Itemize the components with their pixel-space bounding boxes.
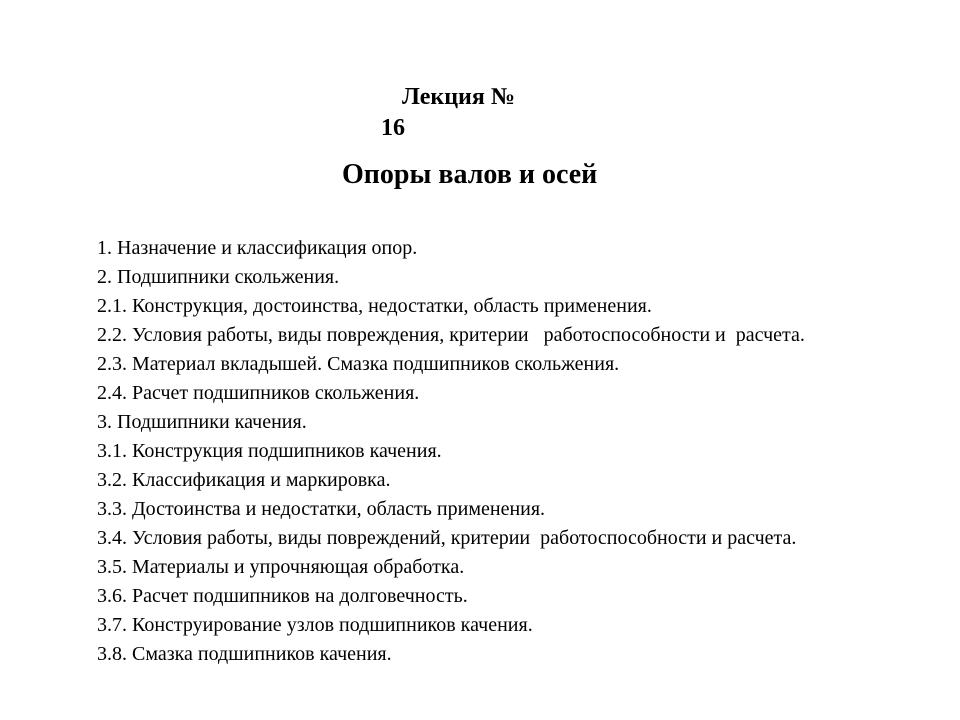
toc-item-2-4: 2.4. Расчет подшипников скольжения. xyxy=(97,382,420,404)
toc-item-3: 3. Подшипники качения. xyxy=(97,411,307,433)
lecture-label: Лекция № xyxy=(402,84,515,110)
toc-item-2-2: 2.2. Условия работы, виды повреждения, критерии работоспособности и расчета. xyxy=(97,324,805,346)
toc-item-1: 1. Назначение и классификация опор. xyxy=(97,237,418,259)
lecture-number: 16 xyxy=(381,115,405,141)
toc-item-3-6: 3.6. Расчет подшипников на долговечность. xyxy=(97,585,468,607)
toc-item-2-1: 2.1. Конструкция, достоинства, недостатки, область применения. xyxy=(97,295,652,317)
toc-item-3-1: 3.1. Конструкция подшипников качения. xyxy=(97,440,442,462)
toc-item-2: 2. Подшипники скольжения. xyxy=(97,266,340,288)
toc-item-3-8: 3.8. Смазка подшипников качения. xyxy=(97,643,392,665)
page-title: Опоры валов и осей xyxy=(342,159,598,190)
toc-item-3-5: 3.5. Материалы и упрочняющая обработка. xyxy=(97,556,465,578)
toc-item-3-3: 3.3. Достоинства и недостатки, область применения. xyxy=(97,498,546,520)
toc-item-3-4: 3.4. Условия работы, виды повреждений, критерии работоспособности и расчета. xyxy=(97,527,797,549)
table-of-contents xyxy=(97,234,805,669)
toc-item-2-3: 2.3. Материал вкладышей. Смазка подшипников скольжения. xyxy=(97,353,620,375)
toc-item-3-2: 3.2. Классификация и маркировка. xyxy=(97,469,391,491)
toc-item-3-7: 3.7. Конструирование узлов подшипников качения. xyxy=(97,614,533,636)
